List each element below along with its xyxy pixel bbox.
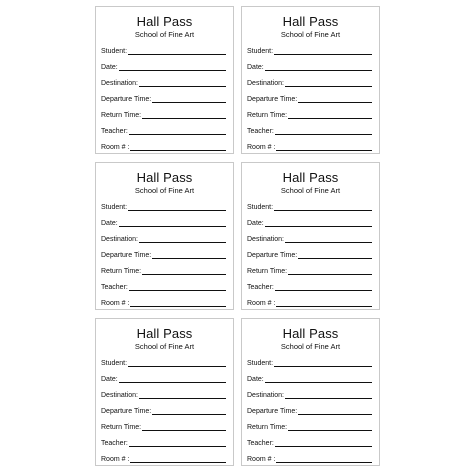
field-date[interactable]: [101, 217, 226, 228]
field-label: Teacher:: [101, 128, 128, 135]
field-label: Room # :: [247, 144, 276, 151]
field-label: Date:: [101, 64, 118, 71]
field-label: Date:: [101, 220, 118, 227]
pass-title: Hall Pass: [282, 14, 339, 29]
pass-title: Hall Pass: [282, 170, 339, 185]
pass-subtitle: School of Fine Art: [134, 342, 195, 351]
fill-in-line[interactable]: [142, 430, 226, 431]
field-teacher[interactable]: [247, 281, 372, 292]
fill-in-line[interactable]: [142, 118, 226, 119]
fill-in-line[interactable]: [128, 54, 226, 55]
field-label: Student:: [101, 204, 128, 211]
fill-in-line[interactable]: [285, 86, 372, 87]
field-label: Student:: [247, 48, 274, 55]
field-departure-time[interactable]: [101, 405, 226, 416]
fill-in-line[interactable]: [130, 462, 226, 463]
field-destination[interactable]: [247, 389, 372, 400]
field-label: Room # :: [247, 456, 276, 463]
field-destination[interactable]: [247, 77, 372, 88]
field-label: Room # :: [101, 456, 130, 463]
fill-in-line[interactable]: [288, 430, 372, 431]
field-label: Teacher:: [101, 284, 128, 291]
field-label: Departure Time:: [247, 96, 298, 103]
field-label: Departure Time:: [101, 408, 152, 415]
field-return-time[interactable]: [247, 109, 372, 120]
field-label: Destination:: [101, 392, 138, 399]
field-label: Destination:: [101, 236, 138, 243]
field-destination[interactable]: [101, 77, 226, 88]
field-return-time[interactable]: [247, 265, 372, 276]
field-departure-time[interactable]: [247, 93, 372, 104]
fill-in-line[interactable]: [152, 102, 226, 103]
field-return-time[interactable]: [247, 421, 372, 432]
pass-subtitle: School of Fine Art: [134, 30, 195, 39]
fill-in-line[interactable]: [276, 150, 372, 151]
field-label: Date:: [247, 376, 264, 383]
fill-in-line[interactable]: [130, 306, 226, 307]
field-teacher[interactable]: [247, 437, 372, 448]
field-return-time[interactable]: [101, 265, 226, 276]
fill-in-line[interactable]: [288, 274, 372, 275]
fill-in-line[interactable]: [128, 366, 226, 367]
field-student[interactable]: [247, 201, 372, 212]
fill-in-line[interactable]: [128, 210, 226, 211]
fill-in-line[interactable]: [152, 414, 226, 415]
field-label: Return Time:: [101, 112, 142, 119]
field-teacher[interactable]: [101, 437, 226, 448]
fill-in-line[interactable]: [265, 226, 372, 227]
fill-in-line[interactable]: [139, 242, 226, 243]
fill-in-line[interactable]: [129, 290, 226, 291]
pass-subtitle: School of Fine Art: [280, 30, 341, 39]
hall-pass-card: [95, 6, 234, 154]
field-room[interactable]: [247, 297, 372, 308]
field-label: Destination:: [247, 236, 284, 243]
hall-pass-card: [241, 6, 380, 154]
field-label: Return Time:: [101, 424, 142, 431]
field-label: Departure Time:: [247, 408, 298, 415]
field-label: Return Time:: [247, 424, 288, 431]
field-label: Room # :: [101, 144, 130, 151]
fill-in-line[interactable]: [275, 290, 372, 291]
pass-title: Hall Pass: [136, 170, 193, 185]
field-student[interactable]: [101, 357, 226, 368]
field-label: Date:: [247, 64, 264, 71]
field-departure-time[interactable]: [101, 93, 226, 104]
field-label: Departure Time:: [101, 252, 152, 259]
field-label: Date:: [247, 220, 264, 227]
field-date[interactable]: [101, 373, 226, 384]
field-room[interactable]: [101, 453, 226, 464]
field-label: Teacher:: [101, 440, 128, 447]
field-destination[interactable]: [101, 389, 226, 400]
field-teacher[interactable]: [247, 125, 372, 136]
fill-in-line[interactable]: [274, 54, 372, 55]
field-label: Destination:: [101, 80, 138, 87]
fill-in-line[interactable]: [119, 226, 226, 227]
hall-pass-card: [241, 162, 380, 310]
field-label: Room # :: [101, 300, 130, 307]
fill-in-line[interactable]: [276, 306, 372, 307]
field-label: Student:: [247, 360, 274, 367]
field-label: Departure Time:: [101, 96, 152, 103]
fill-in-line[interactable]: [275, 446, 372, 447]
fill-in-line[interactable]: [265, 382, 372, 383]
field-date[interactable]: [101, 61, 226, 72]
fill-in-line[interactable]: [298, 414, 372, 415]
field-label: Return Time:: [247, 268, 288, 275]
hall-pass-card: [241, 318, 380, 466]
fill-in-line[interactable]: [285, 398, 372, 399]
field-room[interactable]: [101, 141, 226, 152]
fill-in-line[interactable]: [139, 86, 226, 87]
field-destination[interactable]: [101, 233, 226, 244]
fill-in-line[interactable]: [274, 366, 372, 367]
fill-in-line[interactable]: [129, 134, 226, 135]
fill-in-line[interactable]: [265, 70, 372, 71]
fill-in-line[interactable]: [119, 382, 226, 383]
field-label: Student:: [247, 204, 274, 211]
fill-in-line[interactable]: [276, 462, 372, 463]
fill-in-line[interactable]: [298, 102, 372, 103]
fill-in-line[interactable]: [298, 258, 372, 259]
pass-title: Hall Pass: [136, 14, 193, 29]
fill-in-line[interactable]: [129, 446, 226, 447]
field-date[interactable]: [247, 373, 372, 384]
field-label: Departure Time:: [247, 252, 298, 259]
field-student[interactable]: [101, 45, 226, 56]
field-date[interactable]: [247, 217, 372, 228]
field-teacher[interactable]: [101, 281, 226, 292]
field-label: Destination:: [247, 392, 284, 399]
field-label: Return Time:: [101, 268, 142, 275]
field-departure-time[interactable]: [247, 249, 372, 260]
pass-subtitle: School of Fine Art: [280, 186, 341, 195]
field-teacher[interactable]: [101, 125, 226, 136]
pass-title: Hall Pass: [136, 326, 193, 341]
fill-in-line[interactable]: [119, 70, 226, 71]
field-label: Teacher:: [247, 284, 274, 291]
field-label: Student:: [101, 48, 128, 55]
field-label: Teacher:: [247, 128, 274, 135]
fill-in-line[interactable]: [152, 258, 226, 259]
pass-title: Hall Pass: [282, 326, 339, 341]
field-destination[interactable]: [247, 233, 372, 244]
field-label: Teacher:: [247, 440, 274, 447]
field-label: Return Time:: [247, 112, 288, 119]
field-return-time[interactable]: [101, 109, 226, 120]
field-date[interactable]: [247, 61, 372, 72]
fill-in-line[interactable]: [275, 134, 372, 135]
pass-subtitle: School of Fine Art: [280, 342, 341, 351]
fill-in-line[interactable]: [130, 150, 226, 151]
pass-subtitle: School of Fine Art: [134, 186, 195, 195]
field-label: Student:: [101, 360, 128, 367]
field-room[interactable]: [247, 141, 372, 152]
field-student[interactable]: [247, 357, 372, 368]
field-label: Destination:: [247, 80, 284, 87]
field-departure-time[interactable]: [101, 249, 226, 260]
field-return-time[interactable]: [101, 421, 226, 432]
fill-in-line[interactable]: [139, 398, 226, 399]
field-room[interactable]: [101, 297, 226, 308]
field-label: Room # :: [247, 300, 276, 307]
fill-in-line[interactable]: [142, 274, 226, 275]
hall-pass-card: [95, 318, 234, 466]
fill-in-line[interactable]: [288, 118, 372, 119]
fill-in-line[interactable]: [274, 210, 372, 211]
field-student[interactable]: [101, 201, 226, 212]
field-departure-time[interactable]: [247, 405, 372, 416]
fill-in-line[interactable]: [285, 242, 372, 243]
field-label: Date:: [101, 376, 118, 383]
field-room[interactable]: [247, 453, 372, 464]
field-student[interactable]: [247, 45, 372, 56]
hall-pass-card: [95, 162, 234, 310]
